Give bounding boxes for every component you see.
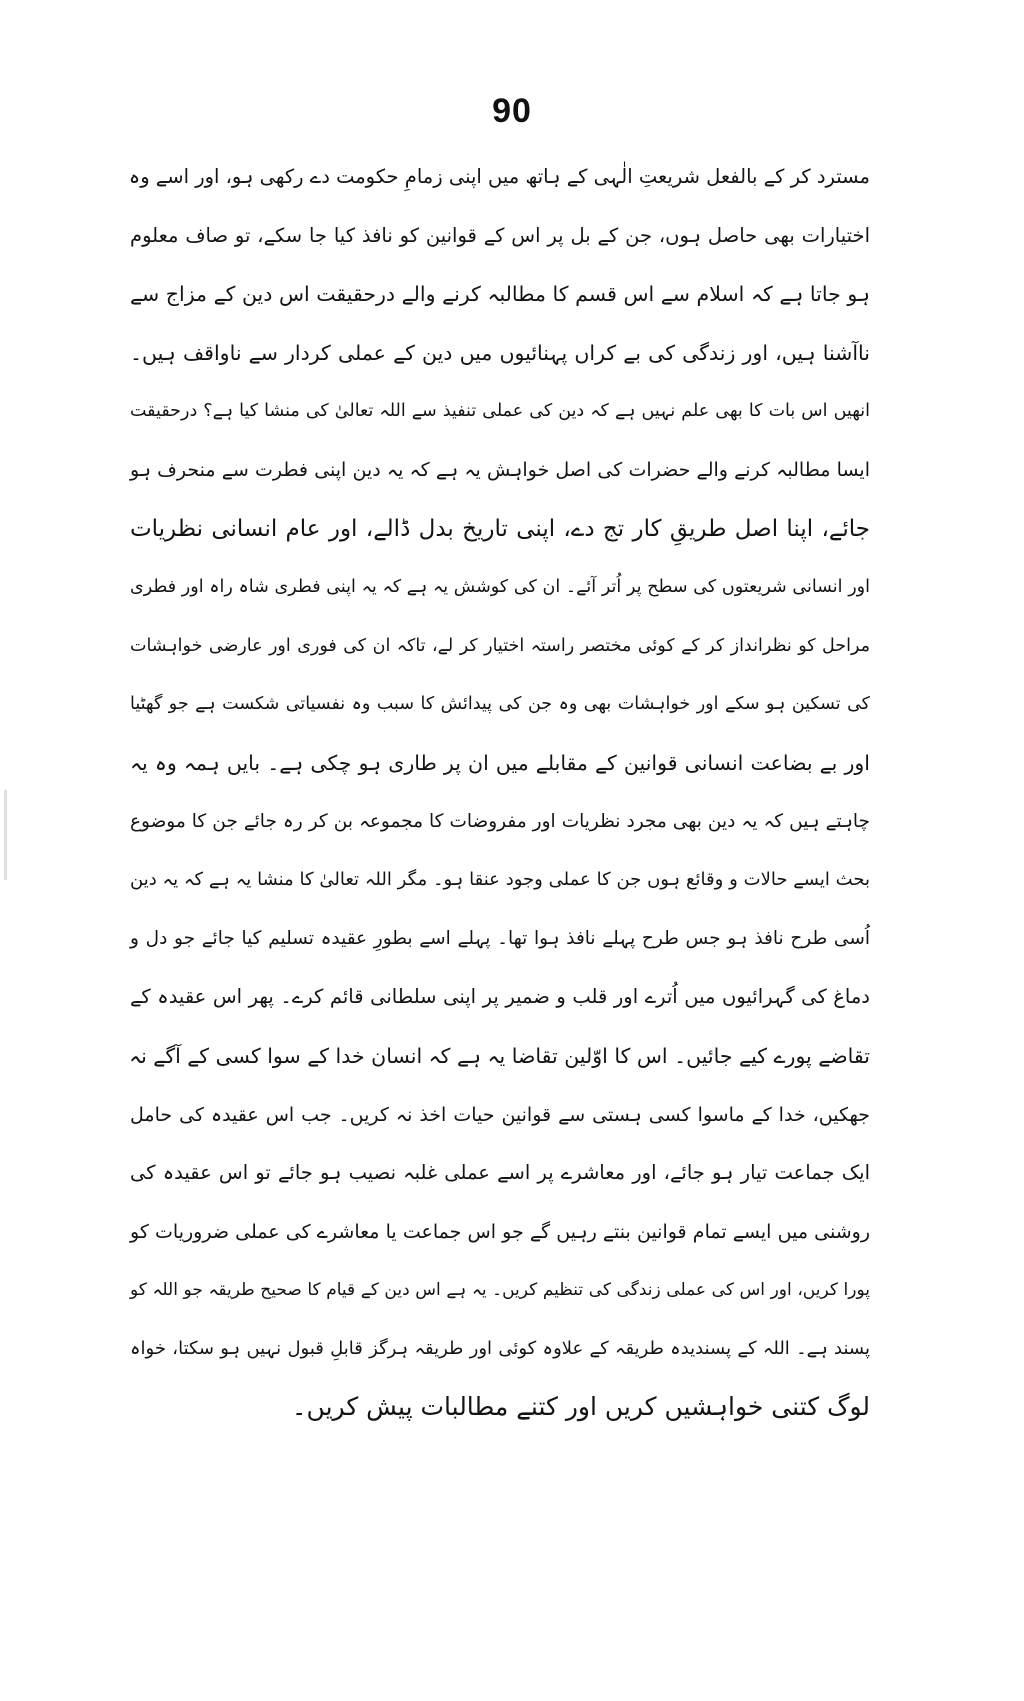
text-line: ایسا مطالبہ کرنے والے حضرات کی اصل خواہش یہ ہے کہ یہ دین اپنی فطرت سے منحرف ہو bbox=[130, 458, 870, 481]
text-line: جائے، اپنا اصل طریقِ کار تج دے، اپنی تاریخ بدل ڈالے، اور عام انسانی نظریات bbox=[130, 515, 870, 542]
text-line: اختیارات بھی حاصل ہوں، جن کے بل پر اس کے قوانین کو نافذ کیا جا سکے، تو صاف معلوم bbox=[130, 223, 870, 247]
text-line: ہو جاتا ہے کہ اسلام سے اس قسم کا مطالبہ کرنے والے درحقیقت اس دین کے مزاج سے bbox=[130, 282, 870, 307]
text-line: انھیں اس بات کا بھی علم نہیں ہے کہ دین کی عملی تنفیذ سے اللہ تعالیٰ کی منشا کیا ہے؟ درحقیقت bbox=[130, 401, 870, 422]
text-line: ناآشنا ہیں، اور زندگی کی بے کراں پہنائیوں میں دین کے عملی کردار سے ناواقف ہیں۔ bbox=[130, 340, 870, 365]
text-line: بحث ایسے حالات و وقائع ہوں جن کا عملی وجود عنقا ہو۔ مگر اللہ تعالیٰ کا منشا یہ ہے کہ یہ دین bbox=[130, 869, 870, 891]
text-line: پسند ہے۔ اللہ کے پسندیدہ طریقہ کے علاوہ کوئی اور طریقہ ہرگز قابلِ قبول نہیں ہو سکتا، خواہ bbox=[130, 1337, 870, 1359]
text-line-last: لوگ کتنی خواہشیں کریں اور کتنے مطالبات پیش کریں۔ bbox=[291, 1392, 870, 1422]
urdu-body-text bbox=[130, 148, 870, 1437]
text-line: دماغ کی گہرائیوں میں اُترے اور قلب و ضمیر پر اپنی سلطانی قائم کرے۔ پھر اس عقیدہ کے bbox=[130, 985, 870, 1009]
text-line: ایک جماعت تیار ہو جائے، اور معاشرے پر اسے عملی غلبہ نصیب ہو جائے تو اس عقیدہ کی bbox=[130, 1161, 870, 1185]
page-edge-shadow bbox=[4, 790, 7, 880]
text-line: کی تسکین ہو سکے اور خواہشات بھی وہ جن کی پیدائش کا سبب وہ نفسیاتی شکست ہے جو گھٹیا bbox=[130, 694, 870, 715]
text-line: اور بے بضاعت انسانی قوانین کے مقابلے میں ان پر طاری ہو چکی ہے۔ بایں ہمہ وہ یہ bbox=[130, 750, 870, 775]
text-line: چاہتے ہیں کہ یہ دین بھی مجرد نظریات اور مفروضات کا مجموعہ بن کر رہ جائے جن کا موضوع bbox=[130, 810, 870, 832]
text-line: روشنی میں ایسے تمام قوانین بنتے رہیں گے جو اس جماعت یا معاشرے کی عملی ضروریات کو bbox=[130, 1220, 870, 1243]
text-line: پورا کریں، اور اس کی عملی زندگی کی تنظیم کریں۔ یہ ہے اس دین کے قیام کا صحیح طریقہ جو اللہ کو bbox=[130, 1280, 870, 1301]
page-number: 90 bbox=[492, 92, 532, 130]
text-line: تقاضے پورے کیے جائیں۔ اس کا اوّلین تقاضا یہ ہے کہ انسان خدا کے سوا کسی کے آگے نہ bbox=[129, 1043, 870, 1068]
text-line: مراحل کو نظرانداز کر کے کوئی مختصر راستہ اختیار کر لے، تاکہ ان کی فوری اور عارضی خواہشات bbox=[130, 635, 870, 656]
text-line: اور انسانی شریعتوں کی سطح پر اُتر آئے۔ ان کی کوشش یہ ہے کہ یہ اپنی فطری شاہ راہ اور فطری bbox=[130, 577, 870, 598]
text-line: مسترد کر کے بالفعل شریعتِ الٰہی کے ہاتھ میں اپنی زمامِ حکومت دے رکھی ہو، اور اسے وہ bbox=[128, 165, 870, 188]
text-line: جھکیں، خدا کے ماسوا کسی ہستی سے قوانین حیات اخذ نہ کریں۔ جب اس عقیدہ کی حامل bbox=[130, 1103, 870, 1126]
text-line: اُسی طرح نافذ ہو جس طرح پہلے نافذ ہوا تھا۔ پہلے اسے بطورِ عقیدہ تسلیم کیا جائے جو دل و bbox=[130, 927, 870, 949]
